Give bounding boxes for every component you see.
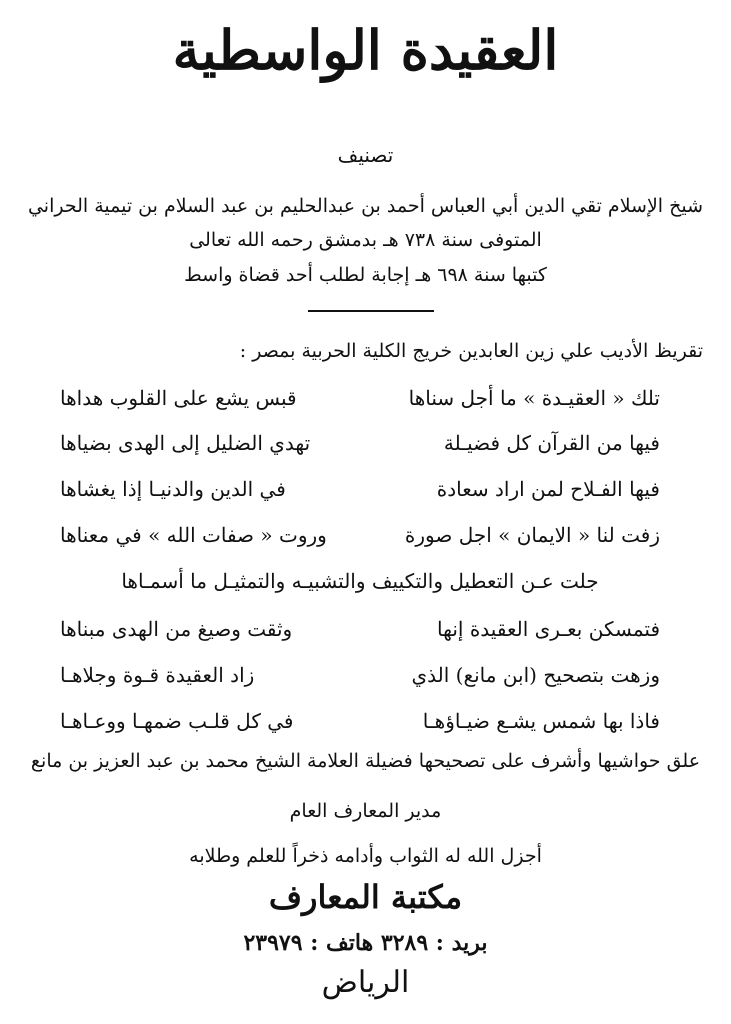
verse-second-half: في كل قلـب ضمهـا ووعـاهـا bbox=[60, 709, 294, 733]
author-death: المتوفى سنة ٧٣٨ هـ بدمشق رحمه الله تعالى bbox=[189, 229, 542, 251]
verse-line bbox=[60, 383, 660, 413]
praise-intro: تقريظ الأديب علي زين العابدين خريج الكلية الحربية بمصر : bbox=[239, 340, 703, 362]
verse-second-half: زاد العقيدة قـوة وجلاهـا bbox=[60, 663, 255, 687]
divider-line bbox=[308, 310, 434, 312]
verse-full-line: جلت عـن التعطيل والتكييف والتشبيـه والتمثيـل ما أسمـاها bbox=[121, 569, 599, 593]
verse-first-half: فاذا بها شمس يشـع ضيـاؤهـا bbox=[422, 709, 660, 733]
verse-second-half: وروت « صفات الله » في معناها bbox=[60, 523, 327, 547]
commentary-credit: علق حواشيها وأشرف على تصحيحها فضيلة العلامة الشيخ محمد بن عبد العزيز بن مانع bbox=[30, 750, 701, 772]
verse-second-half: في الدين والدنيـا إذا يغشاها bbox=[60, 477, 286, 501]
verse-line bbox=[60, 474, 660, 504]
verse-second-half: تهدي الضليل إلى الهدى بضياها bbox=[60, 431, 311, 455]
verse-line bbox=[60, 428, 660, 458]
commentator-role: مدير المعارف العام bbox=[289, 800, 442, 822]
verse-second-half: وثقت وصيغ من الهدى مبناها bbox=[60, 617, 293, 641]
written-note: كتبها سنة ٦٩٨ هـ إجابة لطلب أحد قضاة واسط bbox=[184, 264, 547, 286]
author-name: شيخ الإسلام تقي الدين أبي العباس أحمد بن عبدالحليم بن عبد السلام بن تيمية الحراني bbox=[27, 195, 704, 217]
verse-first-half: تلك « العقيـدة » ما أجل سناها bbox=[408, 386, 660, 410]
verse-second-half: قبس يشع على القلوب هداها bbox=[60, 386, 297, 410]
verse-line bbox=[60, 614, 660, 644]
verse-line bbox=[60, 706, 660, 736]
verse-line bbox=[60, 520, 660, 550]
verse-first-half: فيها الفـلاح لمن اراد سعادة bbox=[436, 477, 660, 501]
verse-first-half: زفت لنا « الايمان » اجل صورة bbox=[404, 523, 660, 547]
verse-first-half: فيها من القرآن كل فضيـلة bbox=[443, 431, 660, 455]
prayer-line: أجزل الله له الثواب وأدامه ذخراً للعلم وطلابه bbox=[189, 845, 542, 867]
authorship-label: تصنيف bbox=[337, 143, 394, 167]
contact-numbers: بريد : ٣٢٨٩ هاتف : ٢٣٩٧٩ bbox=[243, 930, 488, 956]
verse-line bbox=[60, 660, 660, 690]
verse-first-half: وزهت بتصحيح (ابن مانع) الذي bbox=[411, 663, 660, 687]
publisher-name: مكتبة المعارف bbox=[268, 878, 463, 916]
verse-first-half: فتمسكن بعـرى العقيدة إنها bbox=[437, 617, 660, 641]
book-title: العقيدة الواسطية bbox=[172, 18, 559, 82]
city-name: الرياض bbox=[321, 965, 410, 1000]
